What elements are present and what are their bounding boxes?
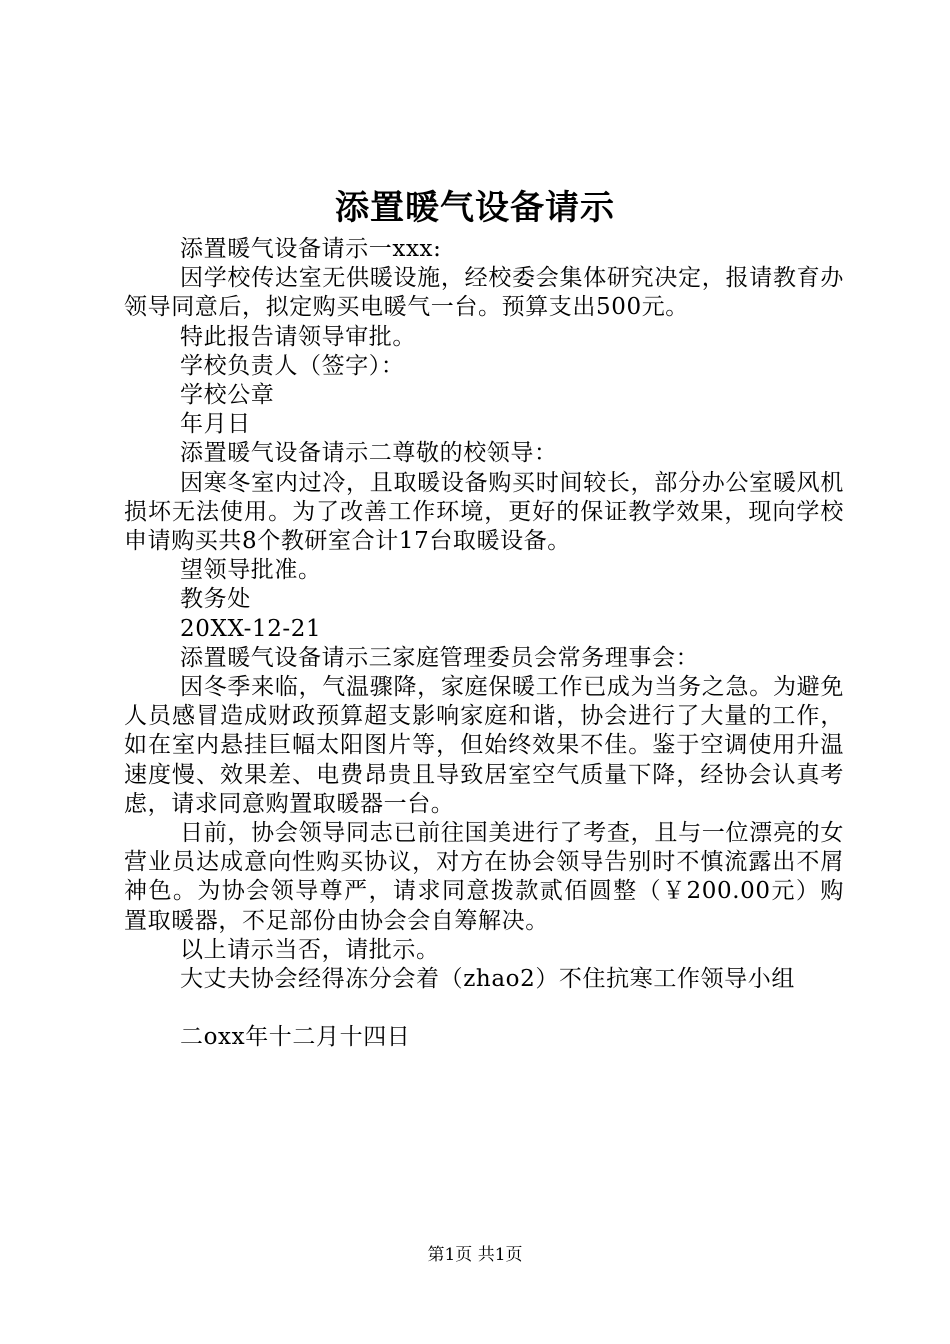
paragraph: 日前，协会领导同志已前往国美进行了考查，且与一位漂亮的女营业员达成意向性购买协议，对方在协会领导告别时不慎流露出不屑神色。为协会领导尊严，请求同意拨款贰佰圆整（￥200.00元）购置取暖器，不足部份由协会会自筹解决。 xyxy=(124,820,844,934)
document-title: 添置暖气设备请示 xyxy=(335,188,615,228)
paragraph: 学校公章 xyxy=(180,382,275,409)
signature-date: 二oxx年十二月十四日 xyxy=(180,1024,411,1051)
page-footer: 第1页 共1页 xyxy=(427,1245,523,1265)
paragraph: 添置暖气设备请示一xxx: xyxy=(180,236,442,262)
paragraph: 学校负责人（签字）： xyxy=(180,352,405,379)
paragraph: 添置暖气设备请示三家庭管理委员会常务理事会： xyxy=(180,644,700,671)
paragraph: 以上请示当否，请批示。 xyxy=(180,936,440,963)
document-body xyxy=(124,235,844,1053)
paragraph: 添置暖气设备请示二尊敬的校领导： xyxy=(180,440,558,467)
paragraph: 望领导批准。 xyxy=(180,557,322,584)
paragraph: 教务处 xyxy=(180,586,251,613)
paragraph: 因冬季来临，气温骤降，家庭保暖工作已成为当务之急。为避免人员感冒造成财政预算超支影响家庭和谐，协会进行了大量的工作，如在室内悬挂巨幅太阳图片等，但始终效果不佳。鉴于空调使用升温速度慢、效果差、电费昂贵且导致居室空气质量下降，经协会认真考虑，请求同意购置取暖器一台。 xyxy=(124,674,844,817)
paragraph: 大丈夫协会经得冻分会着（zhao2）不住抗寒工作领导小组 xyxy=(180,966,795,993)
paragraph: 特此报告请领导审批。 xyxy=(180,323,416,350)
paragraph: 因寒冬室内过冷，且取暖设备购买时间较长，部分办公室暖风机损坏无法使用。为了改善工作环境，更好的保证教学效果，现向学校申请购买共8个教研室合计17台取暖设备。 xyxy=(124,469,844,555)
paragraph: 20XX-12-21 xyxy=(180,615,322,642)
paragraph: 因学校传达室无供暖设施，经校委会集体研究决定，报请教育办领导同意后，拟定购买电暖气一台。预算支出500元。 xyxy=(124,265,844,321)
paragraph: 年月日 xyxy=(180,411,251,438)
